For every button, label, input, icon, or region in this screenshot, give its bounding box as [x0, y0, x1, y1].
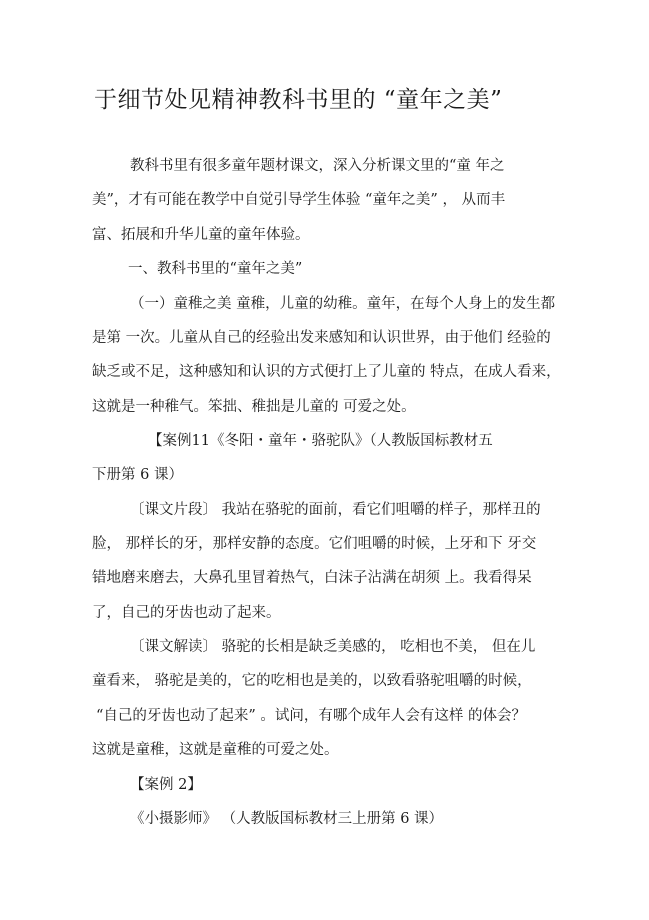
paragraph-line: 这就是一种稚气。笨拙、稚拙是儿童的 可爱之处。: [92, 399, 416, 415]
paragraph-line: 错地磨来磨去，大鼻孔里冒着热气，白沫子沾满在胡须 上。我看得呆: [92, 570, 532, 586]
paragraph-line: 富、拓展和升华儿童的童年体验。: [92, 227, 310, 243]
paragraph-line: （一）童稚之美 童稚，儿童的幼稚。童年，在每个人身上的发生都: [130, 296, 556, 312]
paragraph-line: 缺乏或不足，这种感知和认识的方式便打上了儿童的 特点，在成人看来，: [92, 364, 561, 380]
paragraph-line: 脸， 那样长的牙，那样安静的态度。它们咀嚼的时候，上牙和下 牙交: [92, 536, 537, 552]
paragraph-line: 是第 一次。儿童从自己的经验出发来感知和认识世界，由于他们 经验的: [92, 330, 551, 346]
case-heading: 【案例11《冬阳・童年・骆驼队》（人教版国标教材五: [148, 433, 493, 449]
paragraph-line: 〔课文片段〕 我站在骆驼的面前，看它们咀嚼的样子，那样丑的: [130, 502, 541, 518]
paragraph-line: 教科书里有很多童年题材课文，深入分析课文里的“童 年之: [130, 158, 505, 174]
case-title: 《小摄影师》 （人教版国标教材三上册第 6 课）: [130, 811, 444, 827]
paragraph-line: “自己的牙齿也动了起来” 。试问，有哪个成年人会有这样 的体会？: [96, 708, 527, 724]
case-heading-continued: 下册第 6 课）: [92, 467, 183, 483]
paragraph-line: 这就是童稚，这就是童稚的可爱之处。: [92, 742, 339, 758]
paragraph-line: 了，自己的牙齿也动了起来。: [92, 605, 281, 621]
paragraph-line: 童看来， 骆驼是美的，它的吃相也是美的，以致看骆驼咀嚼的时候，: [92, 673, 532, 689]
paragraph-line: 美”，才有可能在教学中自觉引导学生体验 “童年之美” ， 从而丰: [92, 192, 506, 208]
case-heading: 【案例 2】: [130, 777, 202, 793]
paragraph-line: 〔课文解读〕 骆驼的长相是缺乏美感的， 吃相也不美， 但在儿: [130, 639, 536, 655]
document-title: 于细节处见精神教科书里的 “童年之美”: [94, 87, 503, 113]
section-heading: 一、教科书里的“童年之美”: [128, 261, 303, 277]
